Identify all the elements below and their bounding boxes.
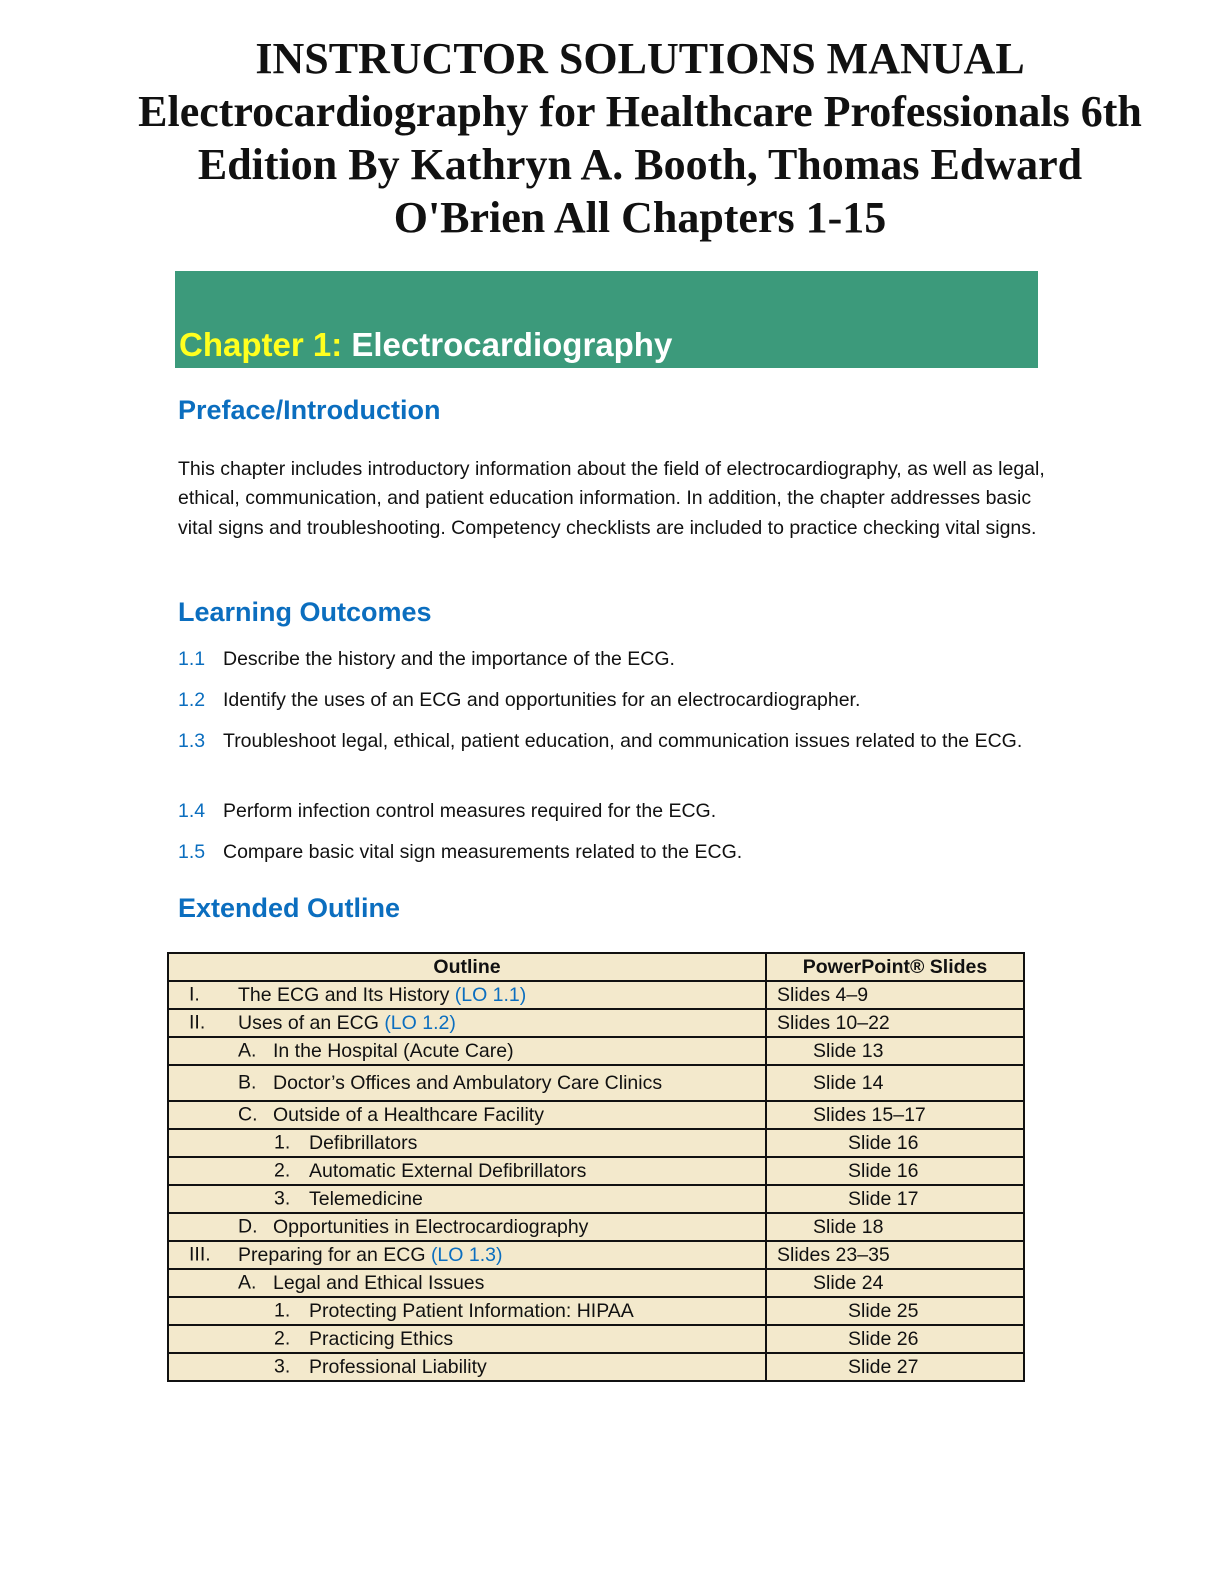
outline-heading: Extended Outline <box>178 893 401 923</box>
outcomes-heading: Learning Outcomes <box>178 597 432 627</box>
outline-text: Preparing for an ECG <box>238 1243 426 1266</box>
outline-marker: 1. <box>274 1299 291 1322</box>
table-row <box>168 1065 1024 1101</box>
outline-marker: A. <box>238 1039 257 1062</box>
learning-outcome <box>178 645 1048 674</box>
outline-column-header: Outline <box>168 953 766 981</box>
slides-cell: Slide 25 <box>848 1299 919 1322</box>
outline-marker: III. <box>189 1243 211 1266</box>
lo-reference: (LO 1.1) <box>454 983 527 1006</box>
table-row <box>168 981 1024 1009</box>
slides-cell: Slides 4–9 <box>777 983 869 1006</box>
table-row <box>168 1185 1024 1213</box>
outline-marker: D. <box>238 1215 258 1238</box>
slides-cell: Slide 18 <box>813 1215 884 1238</box>
learning-outcome <box>178 797 1048 826</box>
lo-reference: (LO 1.3) <box>430 1243 503 1266</box>
outcome-text: Identify the uses of an ECG and opportunities for an electrocardiographer. <box>223 689 861 711</box>
slides-cell: Slides 10–22 <box>777 1011 890 1034</box>
slides-cell: Slide 16 <box>848 1159 919 1182</box>
preface-text: This chapter includes introductory information about the field of electrocardiography, as well as legal, ethical, communication, and patient education information. In addition, the chapter addresses basic vital signs and troubleshooting. Competency checklists are included to practice checking vital signs. <box>178 458 1045 539</box>
outline-marker: 3. <box>274 1187 291 1210</box>
outline-text: The ECG and Its History <box>238 983 450 1006</box>
slides-cell: Slide 14 <box>813 1071 884 1094</box>
table-row <box>168 1269 1024 1297</box>
learning-outcome <box>178 838 1048 867</box>
outcome-number: 1.2 <box>178 689 206 711</box>
outcome-text: Troubleshoot legal, ethical, patient education, and communication issues related to the ECG. <box>223 730 1023 752</box>
lo-reference: (LO 1.2) <box>384 1011 456 1034</box>
outline-text: Telemedicine <box>309 1187 423 1210</box>
chapter-name: Electrocardiography <box>351 326 673 363</box>
outcome-number: 1.4 <box>178 800 206 822</box>
outline-text: Practicing Ethics <box>309 1327 454 1350</box>
outline-text: Professional Liability <box>309 1355 487 1378</box>
slides-cell: Slide 17 <box>848 1187 919 1210</box>
title-line: INSTRUCTOR SOLUTIONS MANUAL <box>255 34 1025 83</box>
slides-cell: Slide 26 <box>848 1327 919 1350</box>
outline-text: Uses of an ECG <box>238 1011 379 1034</box>
outline-marker: A. <box>238 1271 257 1294</box>
table-row <box>168 1241 1024 1269</box>
outline-text: Outside of a Healthcare Facility <box>273 1103 544 1126</box>
title-line: Electrocardiography for Healthcare Professionals 6th <box>138 87 1142 136</box>
outcome-text: Compare basic vital sign measurements related to the ECG. <box>223 841 743 863</box>
title-line: Edition By Kathryn A. Booth, Thomas Edward <box>197 140 1083 189</box>
document-title <box>60 32 1220 244</box>
outline-text: Doctor’s Offices and Ambulatory Care Clinics <box>273 1071 663 1094</box>
outline-marker: B. <box>238 1071 257 1094</box>
table-row <box>168 1325 1024 1353</box>
outcome-text: Perform infection control measures required for the ECG. <box>223 800 717 822</box>
outcome-number: 1.5 <box>178 841 206 863</box>
slides-column-header: PowerPoint® Slides <box>766 953 1024 981</box>
title-line: O'Brien All Chapters 1-15 <box>393 193 887 242</box>
outline-table <box>167 952 1025 1382</box>
outline-marker: II. <box>189 1011 206 1034</box>
outline-marker: 3. <box>274 1355 291 1378</box>
learning-outcome <box>178 686 1048 715</box>
outline-text: Opportunities in Electrocardiography <box>273 1215 589 1238</box>
outline-text: Protecting Patient Information: HIPAA <box>309 1299 634 1322</box>
chapter-banner <box>175 271 1038 368</box>
table-row <box>168 1009 1024 1037</box>
slides-cell: Slides 15–17 <box>813 1103 926 1126</box>
outcome-number: 1.3 <box>178 730 206 752</box>
outline-marker: 2. <box>274 1159 291 1182</box>
outline-text: In the Hospital (Acute Care) <box>273 1039 514 1062</box>
table-row <box>168 1297 1024 1325</box>
table-row <box>168 1101 1024 1129</box>
learning-outcome <box>178 727 1048 756</box>
outline-marker: C. <box>238 1103 258 1126</box>
table-row <box>168 1037 1024 1065</box>
outline-text: Defibrillators <box>309 1131 418 1154</box>
table-row <box>168 1213 1024 1241</box>
table-row <box>168 1129 1024 1157</box>
outline-marker: 2. <box>274 1327 291 1350</box>
slides-cell: Slides 23–35 <box>777 1243 890 1266</box>
outline-marker: I. <box>189 983 200 1006</box>
table-row <box>168 1157 1024 1185</box>
outcome-text: Describe the history and the importance of the ECG. <box>223 648 675 670</box>
outcome-number: 1.1 <box>178 648 206 670</box>
slides-cell: Slide 16 <box>848 1131 919 1154</box>
preface-heading: Preface/Introduction <box>178 395 441 425</box>
chapter-label: Chapter 1: <box>179 326 343 363</box>
outline-marker: 1. <box>274 1131 291 1154</box>
slides-cell: Slide 13 <box>813 1039 884 1062</box>
outline-text: Legal and Ethical Issues <box>273 1271 485 1294</box>
slides-cell: Slide 27 <box>848 1355 919 1378</box>
table-row <box>168 1353 1024 1381</box>
slides-cell: Slide 24 <box>813 1271 884 1294</box>
outline-text: Automatic External Defibrillators <box>309 1159 587 1182</box>
